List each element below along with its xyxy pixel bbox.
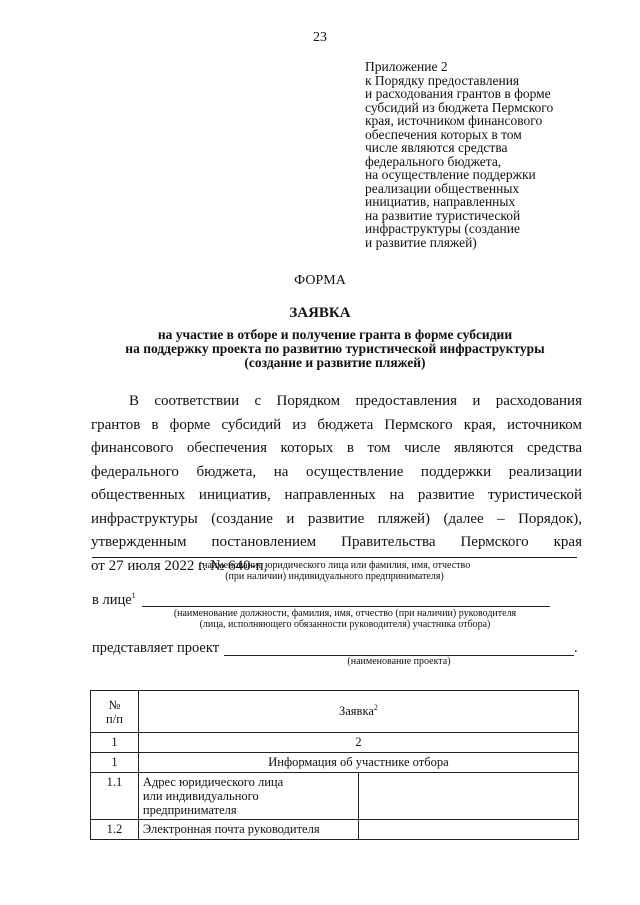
document-subtitle [90, 328, 580, 370]
representative-caption-line: (лица, исполняющего обязанности руководителя) участника отбора) [199, 619, 491, 630]
subtitle-line: на участие в отборе и получение гранта в форме субсидии [157, 327, 513, 342]
applicant-caption-line: (наименование юридического лица или фамилия, имя, отчество [198, 560, 471, 571]
representative-caption-line: (наименование должности, фамилия, имя, отчество (при наличии) руководителя [173, 608, 517, 619]
project-caption: (наименование проекта) [347, 656, 451, 667]
appendix-line: и расходования грантов в форме [365, 86, 551, 101]
in-person-text: в лице [92, 591, 132, 608]
presents-end: . [574, 640, 578, 656]
table-header-row [91, 691, 579, 733]
page-number: 23 [313, 30, 327, 45]
application-table [90, 690, 579, 840]
appendix-line: числе являются средства [365, 140, 508, 155]
subtitle-line: (создание и развитие пляжей) [244, 355, 426, 370]
appendix-line: на развитие туристической [365, 207, 521, 223]
table-numbering-row [91, 733, 579, 753]
applicant-name-field[interactable] [92, 556, 577, 558]
representative-caption [130, 608, 560, 630]
appendix-line: к Порядку предоставления [365, 72, 520, 88]
table-row [91, 820, 579, 840]
numbering-cell: 2 [138, 733, 578, 753]
table-section-row [91, 753, 579, 773]
row-label: Адрес юридического лица или индивидуального предпринимателя [138, 773, 358, 820]
paragraph-line: утвержденным постановлением Правительства Пермского края [91, 534, 582, 550]
paragraph-line: от 27 июля 2022 г. № 640-п, [91, 557, 268, 574]
representative-field[interactable] [142, 605, 550, 607]
header-application [138, 691, 578, 733]
appendix-line: Приложение 2 [365, 59, 448, 74]
row-num: 1.2 [91, 820, 139, 840]
appendix-line: реализации общественных [365, 180, 520, 196]
numbering-cell: 1 [91, 733, 139, 753]
appendix-line: края, источником финансового [365, 113, 543, 128]
form-label: ФОРМА [294, 273, 346, 288]
document-title: ЗАЯВКА [289, 305, 351, 321]
intro-paragraph [91, 390, 582, 578]
table-row [91, 773, 579, 820]
applicant-caption [92, 560, 577, 582]
header-num: № п/п [91, 691, 139, 733]
paragraph-line: финансового обеспечения которых в том числе являются средства [91, 440, 582, 456]
row-value-cell[interactable] [358, 773, 578, 820]
applicant-caption-line: (при наличии) индивидуального предпринимателя) [225, 571, 444, 582]
header-application-text: Заявка [339, 704, 374, 719]
footnote-marker: 2 [373, 703, 378, 713]
appendix-block [365, 60, 605, 249]
footnote-marker: 1 [131, 591, 136, 600]
appendix-line: обеспечения которых в том [365, 126, 522, 142]
appendix-line: федерального бюджета, [365, 153, 502, 169]
appendix-line: инициатив, направленных [365, 194, 516, 209]
paragraph-line: грантов в форме субсидий из бюджета Пермского края, источником [91, 416, 582, 433]
row-label: Электронная почта руководителя [138, 820, 358, 840]
paragraph-line: В соответствии с Порядком предоставления и расходования [129, 393, 582, 409]
in-person-label [92, 591, 136, 609]
paragraph-line: федерального бюджета, на осуществление поддержки реализации [91, 463, 582, 480]
appendix-line: субсидий из бюджета Пермского [365, 99, 554, 115]
row-value-cell[interactable] [358, 820, 578, 840]
appendix-line: инфраструктуры (создание [365, 221, 520, 236]
paragraph-line: общественных инициатив, направленных на развитие туристической [91, 487, 582, 503]
presents-label: представляет проект [92, 640, 220, 656]
row-num: 1.1 [91, 773, 139, 820]
appendix-line: на осуществление поддержки [365, 167, 536, 182]
section-num: 1 [91, 753, 139, 773]
section-label: Информация об участнике отбора [138, 753, 578, 773]
appendix-line: и развитие пляжей) [365, 234, 477, 250]
paragraph-line: инфраструктуры (создание и развитие пляжей) (далее – Порядок), [91, 510, 582, 527]
subtitle-line: на поддержку проекта по развитию туристической инфраструктуры [125, 341, 545, 356]
